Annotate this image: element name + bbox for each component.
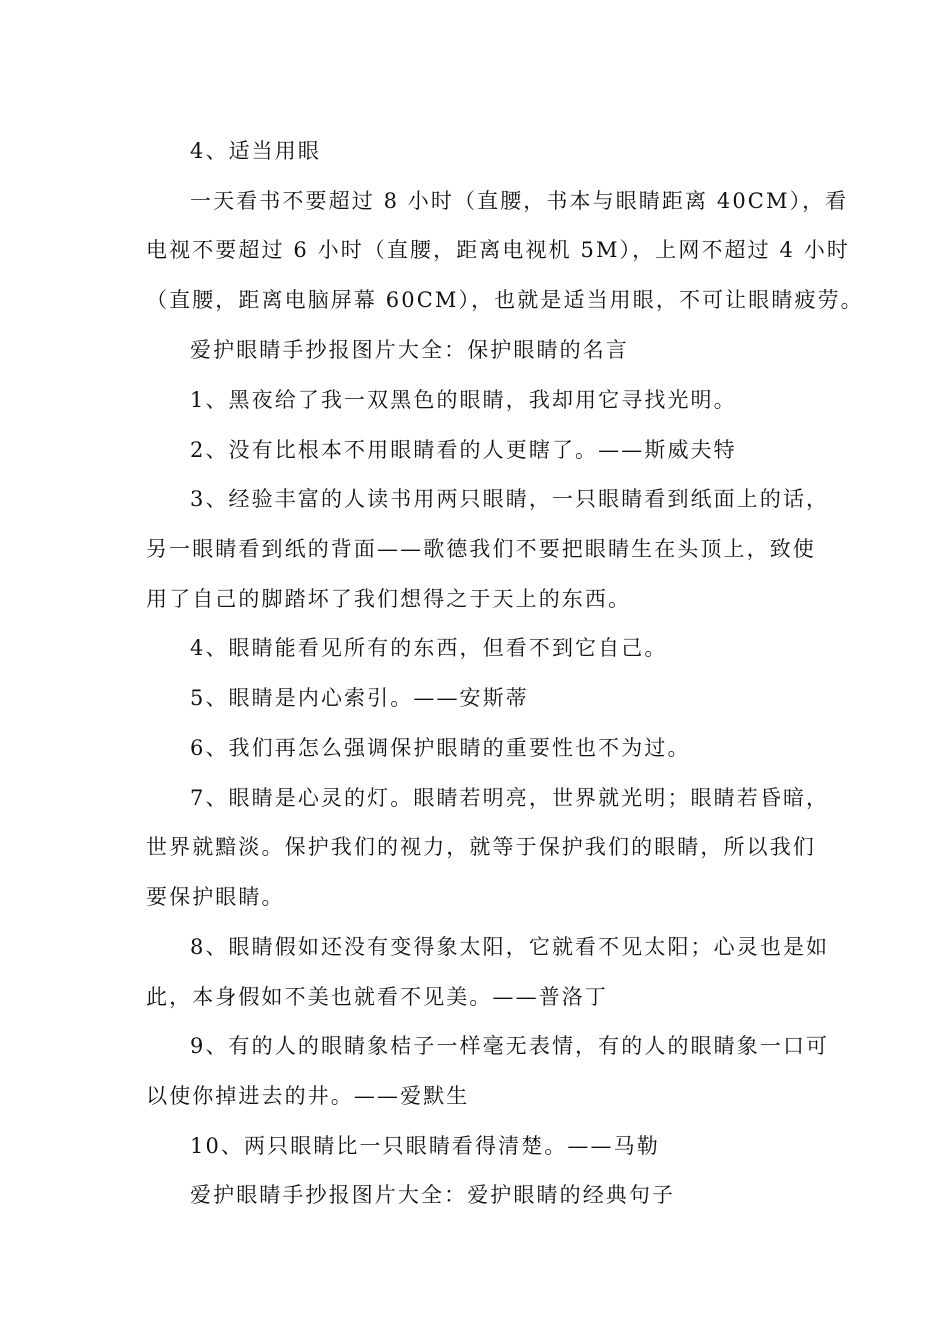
- text-line: 1、黑夜给了我一双黑色的眼睛，我却用它寻找光明。: [190, 388, 737, 412]
- text-line: 6、我们再怎么强调保护眼睛的重要性也不为过。: [190, 736, 691, 760]
- section-heading: 爱护眼睛手抄报图片大全：保护眼睛的名言: [190, 338, 629, 362]
- text-line: 电视不要超过 6 小时（直腰，距离电视机 5M），上网不超过 4 小时: [146, 238, 850, 262]
- text-line: 3、经验丰富的人读书用两只眼睛，一只眼睛看到纸面上的话，: [190, 487, 830, 511]
- text-line: （直腰，距离电脑屏幕 60CM），也就是适当用眼，不可让眼睛疲劳。: [146, 288, 864, 312]
- text-line: 7、眼睛是心灵的灯。眼睛若明亮，世界就光明；眼睛若昏暗，: [190, 786, 830, 810]
- text-line: 9、有的人的眼睛象桔子一样毫无表情，有的人的眼睛象一口可: [190, 1034, 830, 1058]
- text-line: 一天看书不要超过 8 小时（直腰，书本与眼睛距离 40CM），看: [190, 189, 849, 213]
- text-line: 4、眼睛能看见所有的东西，但看不到它自己。: [190, 636, 668, 660]
- text-line: 10、两只眼睛比一只眼睛看得清楚。——马勒: [190, 1134, 660, 1158]
- text-line: 另一眼睛看到纸的背面——歌德我们不要把眼睛生在头顶上，致使: [146, 537, 816, 561]
- text-line: 2、没有比根本不用眼睛看的人更瞎了。——斯威夫特: [190, 438, 737, 462]
- text-line: 5、眼睛是内心索引。——安斯蒂: [190, 686, 529, 710]
- text-line: 4、适当用眼: [190, 139, 321, 163]
- text-line: 要保护眼睛。: [146, 885, 285, 909]
- text-line: 以使你掉进去的井。——爱默生: [146, 1084, 470, 1108]
- text-line: 世界就黯淡。保护我们的视力，就等于保护我们的眼睛，所以我们: [146, 835, 816, 859]
- text-line: 此，本身假如不美也就看不见美。——普洛丁: [146, 985, 608, 1009]
- text-line: 8、眼睛假如还没有变得象太阳，它就看不见太阳；心灵也是如: [190, 935, 830, 959]
- text-line: 用了自己的脚踏坏了我们想得之于天上的东西。: [146, 587, 632, 611]
- section-heading: 爱护眼睛手抄报图片大全：爱护眼睛的经典句子: [190, 1183, 676, 1207]
